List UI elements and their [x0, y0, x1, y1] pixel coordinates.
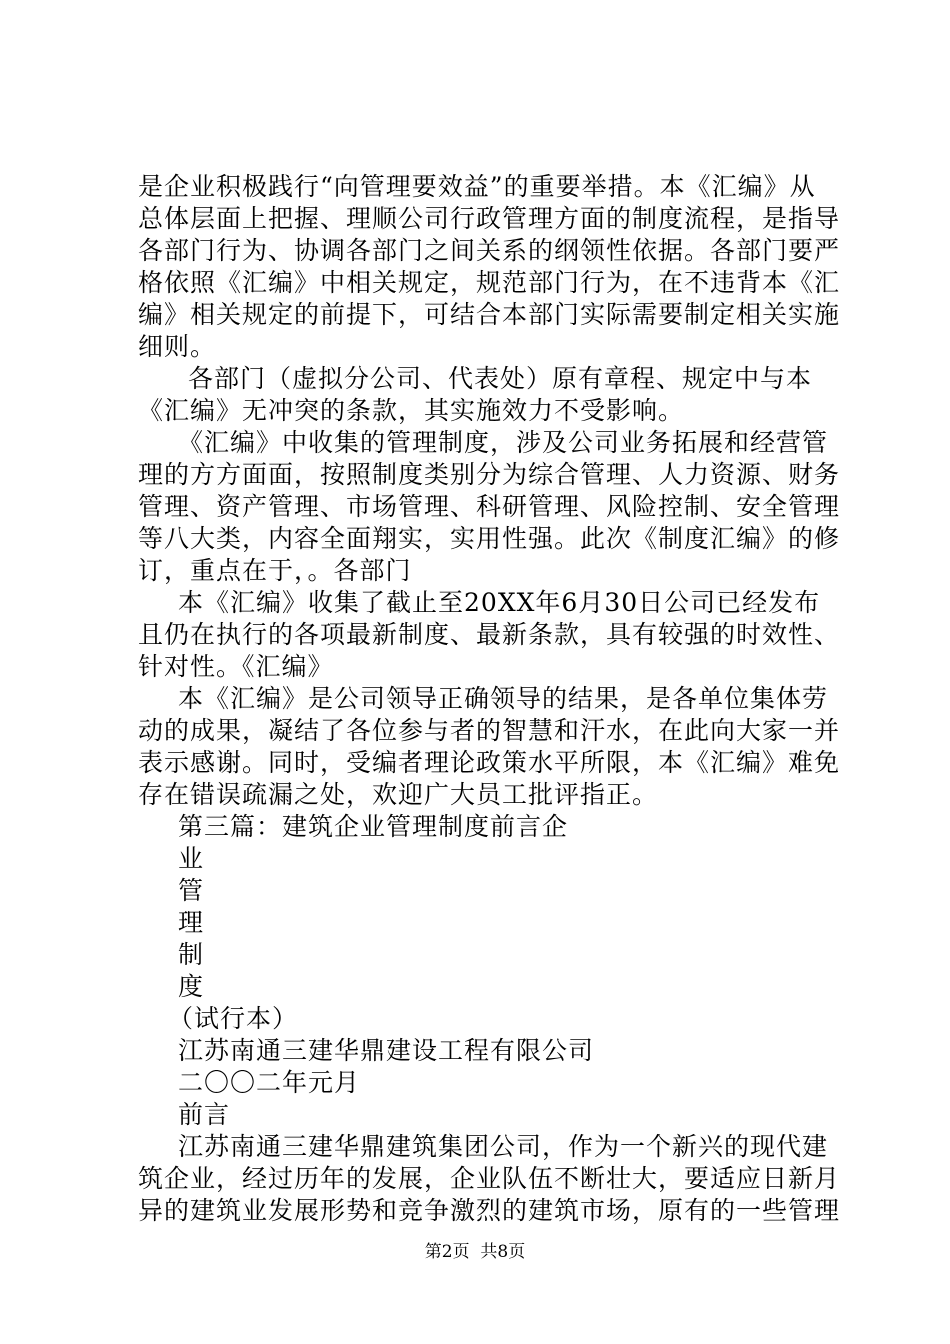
text-line: 制	[178, 940, 205, 969]
text-line: 表示感谢。同时，受编者理论政策水平所限，本《汇编》难免	[138, 748, 841, 777]
text-line: 江苏南通三建华鼎建设工程有限公司	[178, 1036, 595, 1065]
text-line: 异的建筑业发展形势和竞争激烈的建筑市场，原有的一些管理	[138, 1196, 841, 1225]
text-line: 针对性。《汇编》	[138, 652, 334, 681]
text-line: 是企业积极践行“向管理要效益”的重要举措。本《汇编》从	[138, 172, 816, 201]
text-line: 筑企业，经过历年的发展，企业队伍不断壮大，要适应日新月	[138, 1164, 841, 1193]
text-line: 本《汇编》是公司领导正确领导的结果，是各单位集体劳	[178, 684, 829, 713]
text-line: 理的方方面面，按照制度类别分为综合管理、人力资源、财务	[138, 460, 841, 489]
text-line: 格依照《汇编》中相关规定，规范部门行为，在不违背本《汇	[138, 268, 841, 297]
text-line: 前言	[178, 1100, 231, 1129]
text-line: 本《汇编》收集了截止至20XX年6月30日公司已经发布	[178, 588, 821, 617]
section-heading: 第三篇：建筑企业管理制度前言企	[178, 812, 569, 841]
text-line: 管理、资产管理、市场管理、科研管理、风险控制、安全管理	[138, 492, 841, 521]
text-line: （试行本）	[168, 1004, 299, 1033]
text-line: 存在错误疏漏之处，欢迎广大员工批评指正。	[138, 780, 659, 809]
text-line: 《汇编》中收集的管理制度，涉及公司业务拓展和经营管	[178, 428, 829, 457]
text-line: 理	[178, 908, 205, 937]
text-line: 《汇编》无冲突的条款，其实施效力不受影响。	[138, 396, 685, 425]
text-line: 管	[178, 876, 205, 905]
text-line: 各部门（虚拟分公司、代表处）原有章程、规定中与本	[188, 364, 813, 393]
text-line: 二〇〇二年元月	[178, 1068, 361, 1097]
page-footer	[0, 1241, 950, 1263]
text-line: 各部门行为、协调各部门之间关系的纲领性依据。各部门要严	[138, 236, 841, 265]
text-line: 且仍在执行的各项最新制度、最新条款，具有较强的时效性、	[138, 620, 841, 649]
page-number-label: 第2页 共8页	[424, 1242, 526, 1262]
text-line: 总体层面上把握、理顺公司行政管理方面的制度流程，是指导	[138, 204, 841, 233]
text-line: 等八大类，内容全面翔实，实用性强。此次《制度汇编》的修	[138, 524, 841, 553]
text-line: 江苏南通三建华鼎建筑集团公司，作为一个新兴的现代建	[178, 1132, 829, 1161]
text-line: 订，重点在于，。各部门	[138, 556, 412, 585]
text-line: 业	[178, 844, 205, 873]
text-line: 度	[178, 972, 205, 1001]
text-line: 编》相关规定的前提下，可结合本部门实际需要制定相关实施	[138, 300, 841, 329]
text-line: 细则。	[138, 332, 217, 361]
text-line: 动的成果，凝结了各位参与者的智慧和汗水，在此向大家一并	[138, 716, 841, 745]
